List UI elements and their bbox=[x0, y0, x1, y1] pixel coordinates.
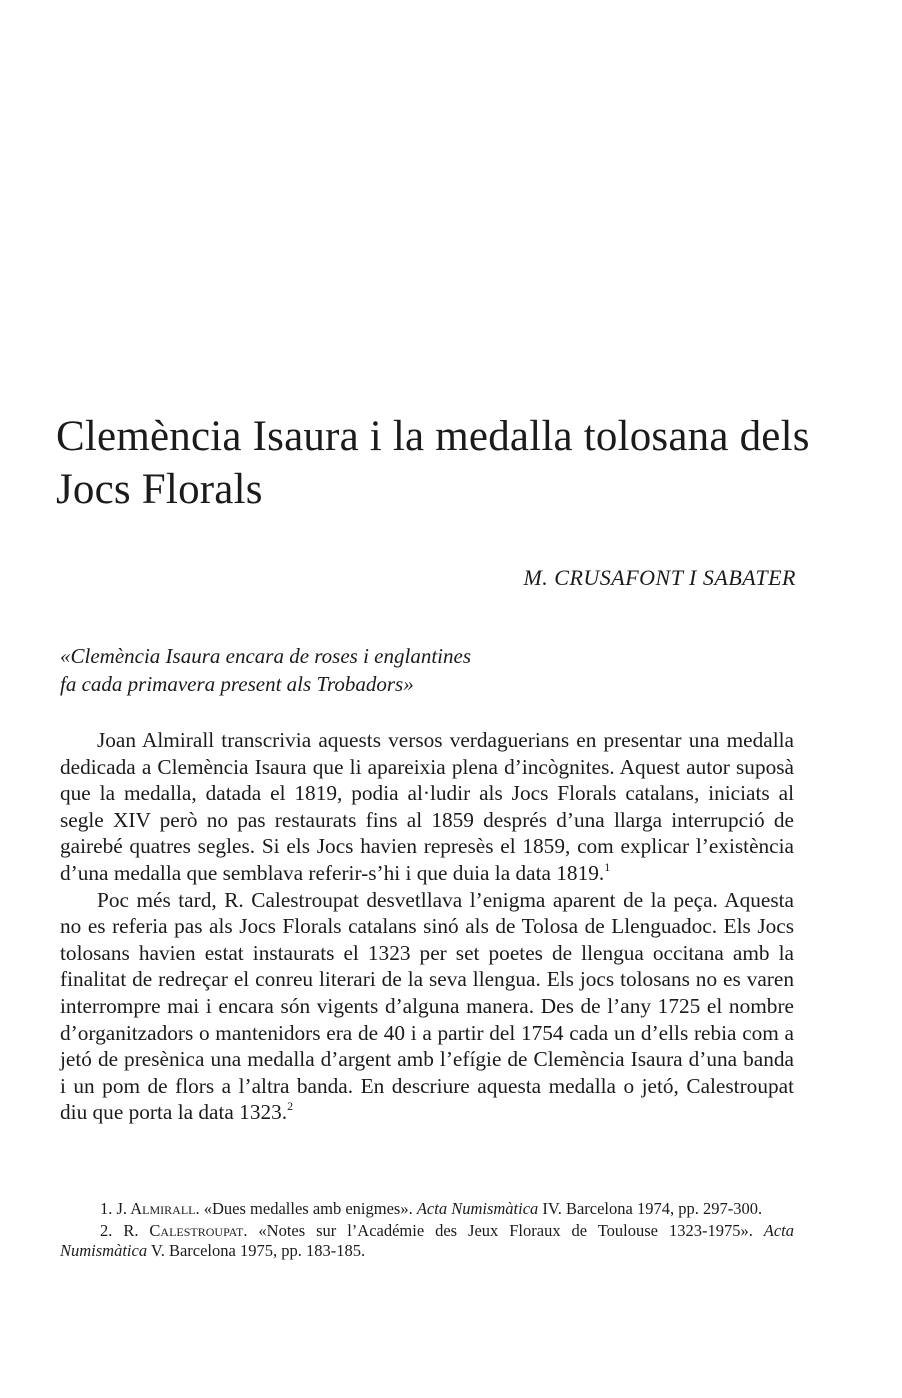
paragraph-text: Joan Almirall transcrivia aquests versos verdaguerians en presentar una medalla dedicada a Clemència Isaura que li apareixia plena d’incògnites. Aquest autor suposà que la medalla, datada el 1819, podia al·ludir als Jocs Florals catalans, iniciats al segle XIV però no pas restaurats fins al 1859 després d’una llarga interrupció de gairebé quatres segles. Si els Jocs havien represès el 1859, com explicar l’existència d’una medalla que semblava referir-s’hi i que duia la data 1819. bbox=[60, 728, 794, 885]
article-page bbox=[56, 0, 810, 1398]
epigraph-line-2: fa cada primavera present als Trobadors» bbox=[60, 672, 414, 696]
body-paragraph bbox=[60, 727, 794, 887]
epigraph bbox=[60, 642, 760, 698]
title-line-2: Jocs Florals bbox=[56, 466, 263, 513]
footnote-ref[interactable]: 1 bbox=[604, 859, 611, 874]
paragraph-text: Poc més tard, R. Calestroupat desvetllava l’enigma aparent de la peça. Aquesta no es referia pas als Jocs Florals catalans sinó als de Tolosa de Llenguadoc. Els Jocs tolosans havien estat instaurats el 1323 per set poetes de llengua occitana amb la finalitat de redreçar el conreu literari de la seva llengua. Els jocs tolosans no es varen interrompre mai i encara són vigents d’alguna manera. Des de l’any 1725 el nombre d’organitzadors o mantenidors era de 40 i a partir del 1754 cada un d’ells rebia com a jetó de presènica una medalla d’argent amb l’efígie de Clemència Isaura d’una banda i un pom de flors a l’altra banda. En descriure aquesta medalla o jetó, Calestroupat diu que porta la data 1323. bbox=[60, 887, 794, 1125]
body-paragraph bbox=[60, 887, 794, 1126]
author-name: M. CRUSAFONT I SABATER bbox=[523, 565, 796, 590]
footnote-title: «Dues medalles amb enigmes». bbox=[203, 1199, 413, 1218]
footnote-author: J. Almirall. bbox=[116, 1199, 200, 1218]
title-line-1: Clemència Isaura i la medalla tolosana dels bbox=[56, 413, 810, 460]
article-title bbox=[56, 410, 816, 516]
footnote-journal: Acta Numismàtica bbox=[60, 1221, 795, 1260]
article-body bbox=[60, 727, 794, 1126]
footnote-ref[interactable]: 2 bbox=[287, 1099, 294, 1114]
footnote-author: R. Calestroupat. bbox=[123, 1221, 248, 1240]
footnote-rest: V. Barcelona 1975, pp. 183-185. bbox=[150, 1241, 366, 1260]
footnote-number: 1. bbox=[100, 1199, 113, 1218]
footnote bbox=[60, 1199, 794, 1219]
epigraph-line-1: «Clemència Isaura encara de roses i englantines bbox=[60, 644, 471, 668]
footnote-journal: Acta Numismàtica bbox=[416, 1199, 539, 1218]
footnote-number: 2. bbox=[100, 1221, 113, 1240]
footnote bbox=[60, 1221, 794, 1261]
footnote-title: «Notes sur l’Académie des Jeux Floraux de Toulouse 1323-1975». bbox=[258, 1221, 753, 1240]
footnotes bbox=[60, 1199, 794, 1263]
footnote-rest: IV. Barcelona 1974, pp. 297-300. bbox=[542, 1199, 763, 1218]
